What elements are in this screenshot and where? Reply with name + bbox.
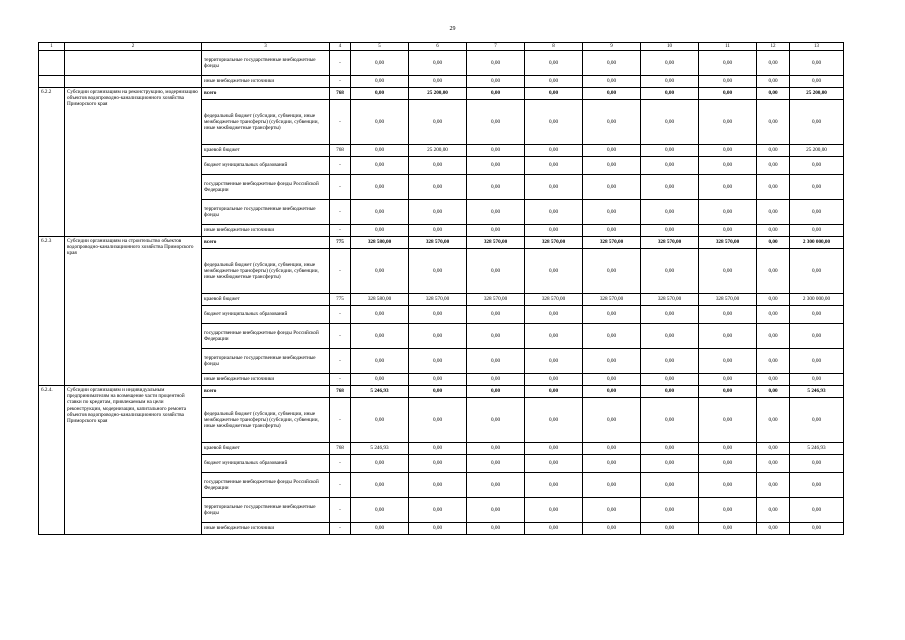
amount-cell: 328 570,00 [641, 294, 699, 306]
amount-cell: 0,00 [467, 306, 525, 324]
column-number: 9 [583, 43, 641, 51]
amount-cell: 0,00 [583, 306, 641, 324]
amount-cell: 0,00 [699, 349, 757, 374]
amount-cell: 0,00 [525, 51, 583, 76]
amount-cell: 0,00 [467, 157, 525, 175]
amount-cell: 25 200,00 [409, 145, 467, 157]
amount-cell: 0,00 [409, 157, 467, 175]
amount-cell: 0,00 [351, 249, 409, 294]
amount-cell: 0,00 [757, 175, 790, 200]
amount-cell: 0,00 [409, 200, 467, 225]
column-number-row [39, 43, 844, 51]
amount-cell: 0,00 [351, 175, 409, 200]
row-name-cell [65, 76, 202, 88]
amount-cell: 328 570,00 [409, 237, 467, 249]
amount-cell: 0,00 [467, 386, 525, 398]
funding-source: федеральный бюджет (субсидии, субвенции, иные межбюджетные трансферты) (субсидии, субвенции, иные межбюджетные трансферты) [202, 249, 330, 294]
amount-cell: 0,00 [641, 306, 699, 324]
amount-cell: 0,00 [583, 443, 641, 455]
amount-cell: 0,00 [641, 249, 699, 294]
amount-cell: 0,00 [641, 443, 699, 455]
amount-cell: 0,00 [699, 523, 757, 535]
amount-cell: 0,00 [351, 51, 409, 76]
column-number: 4 [330, 43, 351, 51]
amount-cell: 0,00 [790, 374, 844, 386]
amount-cell: 0,00 [757, 306, 790, 324]
amount-cell: 0,00 [409, 225, 467, 237]
amount-cell: 0,00 [790, 200, 844, 225]
column-number: 7 [467, 43, 525, 51]
amount-cell: 0,00 [641, 225, 699, 237]
amount-cell: 0,00 [525, 523, 583, 535]
funding-source: иные внебюджетные источники [202, 374, 330, 386]
amount-cell: 0,00 [583, 523, 641, 535]
amount-cell: 0,00 [757, 249, 790, 294]
amount-cell: 0,00 [699, 100, 757, 145]
funding-table [38, 42, 844, 535]
amount-cell: 0,00 [583, 157, 641, 175]
budget-code: - [330, 455, 351, 473]
funding-source: бюджет муниципальных образований [202, 157, 330, 175]
amount-cell: 0,00 [757, 443, 790, 455]
amount-cell: 0,00 [790, 249, 844, 294]
amount-cell: 0,00 [641, 398, 699, 443]
funding-source: краевой бюджет [202, 443, 330, 455]
amount-cell: 0,00 [583, 225, 641, 237]
amount-cell: 0,00 [525, 455, 583, 473]
funding-source: государственные внебюджетные фонды Российской Федерации [202, 175, 330, 200]
amount-cell: 0,00 [641, 145, 699, 157]
amount-cell: 0,00 [583, 324, 641, 349]
amount-cell: 25 200,00 [790, 88, 844, 100]
amount-cell: 0,00 [790, 51, 844, 76]
amount-cell: 0,00 [583, 88, 641, 100]
amount-cell: 0,00 [525, 157, 583, 175]
amount-cell: 0,00 [699, 88, 757, 100]
amount-cell: 0,00 [583, 498, 641, 523]
funding-source: иные внебюджетные источники [202, 523, 330, 535]
funding-source: территориальные государственные внебюджетные фонды [202, 200, 330, 225]
amount-cell: 2 300 000,00 [790, 237, 844, 249]
amount-cell: 0,00 [525, 249, 583, 294]
amount-cell: 0,00 [525, 175, 583, 200]
amount-cell: 0,00 [409, 249, 467, 294]
amount-cell: 0,00 [790, 498, 844, 523]
amount-cell: 0,00 [467, 100, 525, 145]
funding-source: всего [202, 386, 330, 398]
amount-cell: 0,00 [583, 76, 641, 88]
row-name: Субсидии организациям на строительство объектов водопроводно-канализационного хозяйства Приморского края [65, 237, 202, 386]
budget-code: - [330, 157, 351, 175]
amount-cell: 0,00 [409, 523, 467, 535]
amount-cell: 0,00 [409, 443, 467, 455]
amount-cell: 0,00 [351, 324, 409, 349]
budget-code: - [330, 498, 351, 523]
row-index: 6.2.3 [39, 237, 65, 386]
amount-cell: 0,00 [641, 455, 699, 473]
amount-cell: 0,00 [757, 374, 790, 386]
budget-code: 768 [330, 145, 351, 157]
funding-source: всего [202, 88, 330, 100]
budget-code: - [330, 473, 351, 498]
amount-cell: 0,00 [790, 324, 844, 349]
amount-cell: 5 246,93 [351, 386, 409, 398]
amount-cell: 0,00 [757, 76, 790, 88]
row-name: Субсидии организациям на реконструкцию, модернизацию объектов водопроводно-канализационного хозяйства Приморского края [65, 88, 202, 237]
amount-cell: 0,00 [525, 145, 583, 157]
amount-cell: 0,00 [641, 498, 699, 523]
amount-cell: 0,00 [525, 386, 583, 398]
amount-cell: 0,00 [467, 76, 525, 88]
amount-cell: 5 246,93 [790, 443, 844, 455]
amount-cell: 0,00 [525, 349, 583, 374]
amount-cell: 5 246,93 [351, 443, 409, 455]
amount-cell: 0,00 [757, 386, 790, 398]
amount-cell: 0,00 [583, 386, 641, 398]
amount-cell: 0,00 [351, 473, 409, 498]
amount-cell: 0,00 [351, 374, 409, 386]
amount-cell: 0,00 [699, 51, 757, 76]
budget-code: - [330, 249, 351, 294]
budget-code: - [330, 175, 351, 200]
amount-cell: 0,00 [790, 76, 844, 88]
budget-code: - [330, 100, 351, 145]
amount-cell: 0,00 [409, 386, 467, 398]
amount-cell: 0,00 [409, 306, 467, 324]
funding-source: всего [202, 237, 330, 249]
funding-source: государственные внебюджетные фонды Российской Федерации [202, 473, 330, 498]
amount-cell: 0,00 [467, 473, 525, 498]
amount-cell: 0,00 [641, 523, 699, 535]
funding-source: территориальные государственные внебюджетные фонды [202, 51, 330, 76]
amount-cell: 328 570,00 [525, 294, 583, 306]
amount-cell: 328 570,00 [699, 294, 757, 306]
funding-source: федеральный бюджет (субсидии, субвенции, иные межбюджетные трансферты) (субсидии, субвенции, иные межбюджетные трансферты) [202, 100, 330, 145]
amount-cell: 0,00 [583, 200, 641, 225]
amount-cell: 0,00 [757, 200, 790, 225]
amount-cell: 0,00 [583, 145, 641, 157]
column-number: 13 [790, 43, 844, 51]
amount-cell: 0,00 [583, 455, 641, 473]
amount-cell: 0,00 [641, 386, 699, 398]
column-number: 10 [641, 43, 699, 51]
column-number: 12 [757, 43, 790, 51]
amount-cell: 0,00 [351, 88, 409, 100]
amount-cell: 0,00 [641, 88, 699, 100]
column-number: 8 [525, 43, 583, 51]
amount-cell: 0,00 [351, 398, 409, 443]
amount-cell: 0,00 [699, 76, 757, 88]
amount-cell: 0,00 [641, 76, 699, 88]
table-row [39, 51, 844, 76]
amount-cell: 0,00 [583, 473, 641, 498]
amount-cell: 0,00 [525, 473, 583, 498]
budget-code: - [330, 324, 351, 349]
column-number: 2 [65, 43, 202, 51]
column-number: 1 [39, 43, 65, 51]
budget-code: - [330, 225, 351, 237]
amount-cell: 0,00 [409, 76, 467, 88]
amount-cell: 0,00 [467, 398, 525, 443]
table-row [39, 386, 844, 398]
amount-cell: 0,00 [467, 455, 525, 473]
amount-cell: 0,00 [467, 324, 525, 349]
amount-cell: 0,00 [699, 374, 757, 386]
amount-cell: 0,00 [467, 498, 525, 523]
amount-cell: 2 300 000,00 [790, 294, 844, 306]
amount-cell: 0,00 [757, 498, 790, 523]
amount-cell: 328 570,00 [467, 294, 525, 306]
funding-source: территориальные государственные внебюджетные фонды [202, 349, 330, 374]
row-index: 6.2.4. [39, 386, 65, 535]
funding-source: бюджет муниципальных образований [202, 306, 330, 324]
amount-cell: 0,00 [409, 324, 467, 349]
amount-cell: 0,00 [699, 455, 757, 473]
budget-code: 768 [330, 386, 351, 398]
budget-code: - [330, 306, 351, 324]
amount-cell: 328 580,00 [351, 237, 409, 249]
amount-cell: 0,00 [467, 175, 525, 200]
amount-cell: 0,00 [757, 237, 790, 249]
amount-cell: 0,00 [790, 306, 844, 324]
amount-cell: 0,00 [525, 306, 583, 324]
amount-cell: 0,00 [409, 175, 467, 200]
amount-cell: 0,00 [757, 145, 790, 157]
amount-cell: 0,00 [699, 324, 757, 349]
amount-cell: 0,00 [757, 473, 790, 498]
amount-cell: 0,00 [409, 100, 467, 145]
row-index-cell [39, 76, 65, 88]
amount-cell: 0,00 [525, 324, 583, 349]
amount-cell: 0,00 [699, 386, 757, 398]
amount-cell: 328 570,00 [641, 237, 699, 249]
amount-cell: 0,00 [699, 225, 757, 237]
funding-source: государственные внебюджетные фонды Российской Федерации [202, 324, 330, 349]
amount-cell: 0,00 [409, 498, 467, 523]
amount-cell: 0,00 [699, 398, 757, 443]
budget-code: 775 [330, 294, 351, 306]
row-name-cell [65, 51, 202, 76]
amount-cell: 0,00 [641, 157, 699, 175]
amount-cell: 0,00 [790, 175, 844, 200]
amount-cell: 0,00 [641, 175, 699, 200]
amount-cell: 0,00 [351, 100, 409, 145]
amount-cell: 0,00 [641, 51, 699, 76]
amount-cell: 0,00 [467, 145, 525, 157]
amount-cell: 0,00 [351, 76, 409, 88]
amount-cell: 0,00 [351, 349, 409, 374]
amount-cell: 0,00 [757, 398, 790, 443]
amount-cell: 0,00 [525, 398, 583, 443]
amount-cell: 0,00 [699, 175, 757, 200]
amount-cell: 0,00 [699, 249, 757, 294]
funding-source: бюджет муниципальных образований [202, 455, 330, 473]
amount-cell: 0,00 [525, 374, 583, 386]
amount-cell: 0,00 [409, 349, 467, 374]
table-row [39, 237, 844, 249]
amount-cell: 0,00 [409, 374, 467, 386]
amount-cell: 0,00 [525, 225, 583, 237]
amount-cell: 0,00 [467, 374, 525, 386]
amount-cell: 0,00 [351, 498, 409, 523]
amount-cell: 0,00 [790, 157, 844, 175]
budget-code: - [330, 51, 351, 76]
table-row [39, 76, 844, 88]
funding-source: краевой бюджет [202, 294, 330, 306]
amount-cell: 0,00 [757, 225, 790, 237]
amount-cell: 0,00 [583, 51, 641, 76]
amount-cell: 0,00 [641, 324, 699, 349]
amount-cell: 0,00 [699, 145, 757, 157]
amount-cell: 0,00 [757, 51, 790, 76]
amount-cell: 0,00 [525, 88, 583, 100]
amount-cell: 0,00 [583, 374, 641, 386]
amount-cell: 0,00 [351, 225, 409, 237]
amount-cell: 328 570,00 [583, 237, 641, 249]
amount-cell: 328 570,00 [583, 294, 641, 306]
amount-cell: 0,00 [641, 374, 699, 386]
amount-cell: 0,00 [351, 157, 409, 175]
amount-cell: 328 570,00 [525, 237, 583, 249]
amount-cell: 0,00 [467, 51, 525, 76]
funding-source: иные внебюджетные источники [202, 76, 330, 88]
row-index: 6.2.2 [39, 88, 65, 237]
amount-cell: 0,00 [699, 473, 757, 498]
amount-cell: 0,00 [351, 523, 409, 535]
amount-cell: 0,00 [790, 473, 844, 498]
amount-cell: 5 246,93 [790, 386, 844, 398]
amount-cell: 0,00 [351, 455, 409, 473]
amount-cell: 0,00 [757, 324, 790, 349]
amount-cell: 0,00 [790, 398, 844, 443]
amount-cell: 0,00 [467, 225, 525, 237]
amount-cell: 0,00 [757, 88, 790, 100]
column-number: 11 [699, 43, 757, 51]
amount-cell: 0,00 [699, 200, 757, 225]
funding-source: краевой бюджет [202, 145, 330, 157]
column-number: 3 [202, 43, 330, 51]
amount-cell: 0,00 [583, 349, 641, 374]
amount-cell: 0,00 [409, 473, 467, 498]
amount-cell: 0,00 [467, 88, 525, 100]
amount-cell: 0,00 [699, 443, 757, 455]
amount-cell: 0,00 [351, 306, 409, 324]
amount-cell: 0,00 [757, 157, 790, 175]
amount-cell: 0,00 [583, 175, 641, 200]
amount-cell: 0,00 [641, 349, 699, 374]
funding-source: иные внебюджетные источники [202, 225, 330, 237]
amount-cell: 0,00 [351, 145, 409, 157]
amount-cell: 0,00 [409, 398, 467, 443]
amount-cell: 0,00 [467, 249, 525, 294]
amount-cell: 0,00 [583, 100, 641, 145]
amount-cell: 25 200,00 [409, 88, 467, 100]
amount-cell: 0,00 [409, 455, 467, 473]
table-row [39, 88, 844, 100]
budget-code: - [330, 398, 351, 443]
amount-cell: 0,00 [757, 100, 790, 145]
amount-cell: 0,00 [525, 76, 583, 88]
amount-cell: 0,00 [583, 398, 641, 443]
amount-cell: 25 200,00 [790, 145, 844, 157]
amount-cell: 0,00 [525, 100, 583, 145]
amount-cell: 328 580,00 [351, 294, 409, 306]
amount-cell: 0,00 [641, 100, 699, 145]
funding-source: федеральный бюджет (субсидии, субвенции, иные межбюджетные трансферты) (субсидии, субвенции, иные межбюджетные трансферты) [202, 398, 330, 443]
amount-cell: 0,00 [790, 455, 844, 473]
amount-cell: 0,00 [790, 100, 844, 145]
amount-cell: 328 570,00 [467, 237, 525, 249]
budget-code: 768 [330, 88, 351, 100]
amount-cell: 0,00 [699, 498, 757, 523]
amount-cell: 328 570,00 [699, 237, 757, 249]
amount-cell: 0,00 [641, 200, 699, 225]
funding-source: территориальные государственные внебюджетные фонды [202, 498, 330, 523]
column-number: 5 [351, 43, 409, 51]
amount-cell: 0,00 [409, 51, 467, 76]
budget-code: - [330, 523, 351, 535]
amount-cell: 0,00 [467, 443, 525, 455]
column-number: 6 [409, 43, 467, 51]
row-index-cell [39, 51, 65, 76]
budget-code: - [330, 374, 351, 386]
amount-cell: 0,00 [525, 498, 583, 523]
row-name: Субсидии организациям и индивидуальным предпринимателям на возмещение части процентной ставки по кредитам, привлекаемым на цели реконструкции, модернизации, капитального ремонта объектов водопроводно-канализационного хозяйства Приморского края [65, 386, 202, 535]
amount-cell: 0,00 [525, 443, 583, 455]
amount-cell: 0,00 [641, 473, 699, 498]
budget-code: - [330, 200, 351, 225]
amount-cell: 0,00 [790, 349, 844, 374]
amount-cell: 0,00 [790, 225, 844, 237]
amount-cell: 0,00 [790, 523, 844, 535]
amount-cell: 0,00 [467, 349, 525, 374]
amount-cell: 0,00 [467, 523, 525, 535]
amount-cell: 0,00 [699, 306, 757, 324]
budget-code: 775 [330, 237, 351, 249]
amount-cell: 0,00 [757, 349, 790, 374]
amount-cell: 0,00 [467, 200, 525, 225]
amount-cell: 0,00 [525, 200, 583, 225]
amount-cell: 0,00 [757, 294, 790, 306]
amount-cell: 0,00 [757, 523, 790, 535]
amount-cell: 328 570,00 [409, 294, 467, 306]
amount-cell: 0,00 [351, 200, 409, 225]
page-number: 29 [449, 26, 456, 32]
budget-code: - [330, 76, 351, 88]
amount-cell: 0,00 [757, 455, 790, 473]
amount-cell: 0,00 [583, 249, 641, 294]
budget-code: 768 [330, 443, 351, 455]
amount-cell: 0,00 [699, 157, 757, 175]
budget-code: - [330, 349, 351, 374]
